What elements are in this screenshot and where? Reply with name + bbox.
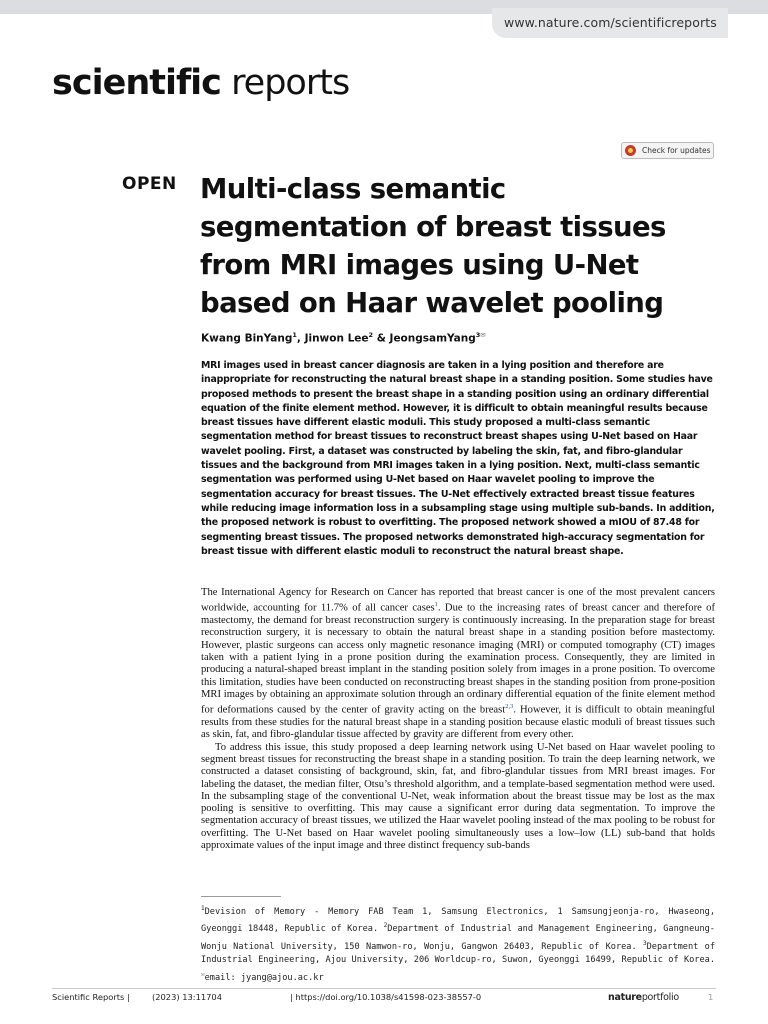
- paragraph-text: . Due to the increasing rates of breast cancer and therefore of mastectomy, the demand for breast reconstruction surgery is continuously increasing. In the preparation stage for breast reconstruction surgery, it is necessary to obtain the natural breast shape in a standing position before mastectomy. However, plastic surgeons can access only magnetic resonance imaging (MRI) or computed tomography (CT) images taken with a patient lying in a prone position during the examination process. Consequently, they are limited in producing a natural-shaped breast implant in the standing position solely from images in a prone position. To overcome this limitation, studies have been conducted on reconstructing breast shapes in the standing position from prone-position MRI images by obtaining an approximate solution through an ordinary differential equation of the finite element method for deformations caused by the center of gravity acting on the breast: [201, 602, 715, 716]
- footer-divider: [52, 988, 716, 989]
- affiliation-number: 1: [201, 905, 205, 912]
- author-affiliation-ref: 1: [292, 331, 297, 339]
- footer-doi-link[interactable]: | https://doi.org/10.1038/s41598-023-38557-0: [290, 992, 482, 1002]
- check-for-updates-label: Check for updates: [642, 146, 711, 155]
- corresponding-email-link[interactable]: email: jyang@ajou.ac.kr: [204, 972, 324, 983]
- affiliations: [201, 902, 715, 985]
- author-name[interactable]: JeongsamYang: [389, 332, 476, 345]
- paragraph-text: The International Agency for Research on Cancer has reported that breast cancer is one of the most prevalent cancers worldwide, accounting for 11.7% of all cancer cases: [201, 587, 715, 614]
- journal-logo-bold: scientific: [52, 63, 221, 103]
- mail-icon: ✉: [201, 970, 205, 978]
- affiliation-text: Devision of Memory - Memory FAB Team 1, Samsung Electronics, 1 Samsungjeonja-ro, Hwaseong, Gyeonggi 18448, Republic of Korea.: [201, 906, 715, 935]
- mail-icon[interactable]: ✉: [480, 331, 486, 339]
- journal-logo[interactable]: [52, 63, 350, 103]
- crossmark-icon: [625, 145, 636, 156]
- affiliation-number: 2: [383, 922, 388, 930]
- journal-logo-light: reports: [220, 63, 350, 103]
- check-for-updates-button[interactable]: [621, 142, 714, 159]
- author-affiliation-ref: 3: [475, 331, 481, 339]
- footer-volume: (2023) 13:11704: [152, 992, 222, 1002]
- author-separator: ,: [296, 332, 305, 345]
- paragraph-2: To address this issue, this study proposed a deep learning network using U-Net based on Haar wavelet pooling to segment breast tissues for reconstructing the breast shape in a standing position. To train the deep learning network, we constructed a dataset consisting of background, skin, fat, and fibro-glandular tissues from MRI breast images. For labeling the dataset, the median filter, Otsu’s threshold algorithm, and a template-based segmentation method were used. In the subsampling stage of the conventional U-Net, weak information about the breast tissue may be lost as the max pooling is sensitive to overfitting. This may cause a significant error during data segmentation. To improve the segmentation accuracy of breast tissues, we utilized the Haar wavelet pooling instead of the max pooling to be robust for overfitting. The U-Net based on Haar wavelet pooling simultaneously uses a low–low (LL) sub-band that holds approximate values of the input image and three distinct frequency sub-bands: [201, 741, 715, 851]
- affiliation-text: Department of Industrial and Management Engineering, Gangneung-Wonju National University, 150 Namwon-ro, Wonju, Gangwon 26403, Republic of Korea.: [201, 924, 715, 952]
- author-separator: &: [373, 332, 390, 345]
- citation-ref[interactable]: 2,3: [505, 703, 514, 711]
- page-number: 1: [708, 992, 714, 1002]
- nature-portfolio-logo[interactable]: [608, 992, 679, 1003]
- footnote-divider: [201, 896, 281, 897]
- abstract: MRI images used in breast cancer diagnosis are taken in a lying position and therefore are inappropriate for reconstructing the natural breast shape in a standing position. Some studies have proposed methods to present the breast shape in a standing position using an ordinary differential equation of the finite element method. However, it is difficult to obtain meaningful results because breast tissues have different elastic moduli. This study proposed a multi-class semantic segmentation method for breast tissues to reconstruct breast shapes using U-Net based on Haar wavelet pooling. First, a dataset was constructed by labeling the skin, fat, and fibro-glandular tissues and the background from MRI images taken in a lying position. Next, multi-class semantic segmentation was performed using U-Net based on Haar wavelet pooling to improve the segmentation accuracy for breast tissues. The U-Net effectively extracted breast tissue features while reducing image information loss in a subsampling stage using multiple sub-bands. In addition, the proposed network is robust to overfitting. The proposed network showed a mIOU of 87.48 for segmenting breast tissues. The proposed networks demonstrated high-accuracy segmentation for breast tissue with different elastic moduli to reconstruct the natural breast shape.: [201, 360, 715, 557]
- author-affiliation-ref: 2: [368, 331, 374, 339]
- body-text: [201, 587, 715, 852]
- affiliation-text: Department of Industrial Engineering, Ajou University, 206 Worldcup-ro, Suwon, Gyeonggi 16499, Republic of Korea.: [201, 941, 715, 966]
- author-name[interactable]: Jinwon Lee: [304, 332, 369, 345]
- affiliation-number: 3: [642, 939, 647, 947]
- brand-bold: nature: [608, 992, 642, 1003]
- author-list: [201, 331, 486, 345]
- journal-url-link[interactable]: www.nature.com/scientificreports: [504, 15, 717, 30]
- article-title: Multi-class semantic segmentation of breast tissues from MRI images using U-Net based on Haar wavelet pooling: [200, 173, 666, 319]
- open-access-label: OPEN: [122, 174, 177, 194]
- paragraph-text: . However, it is difficult to obtain meaningful results from these studies for the natural breast shape in a standing position because elastic moduli of breast tissues such as skin, fat, and fibro-glandular tissue affected by gravity are different from every other.: [201, 704, 715, 741]
- paragraph-1: [201, 587, 715, 742]
- footer-journal: Scientific Reports |: [52, 992, 130, 1002]
- citation-ref[interactable]: 1: [434, 601, 438, 609]
- brand-light: portfolio: [641, 992, 679, 1003]
- author-name[interactable]: Kwang BinYang: [201, 332, 293, 345]
